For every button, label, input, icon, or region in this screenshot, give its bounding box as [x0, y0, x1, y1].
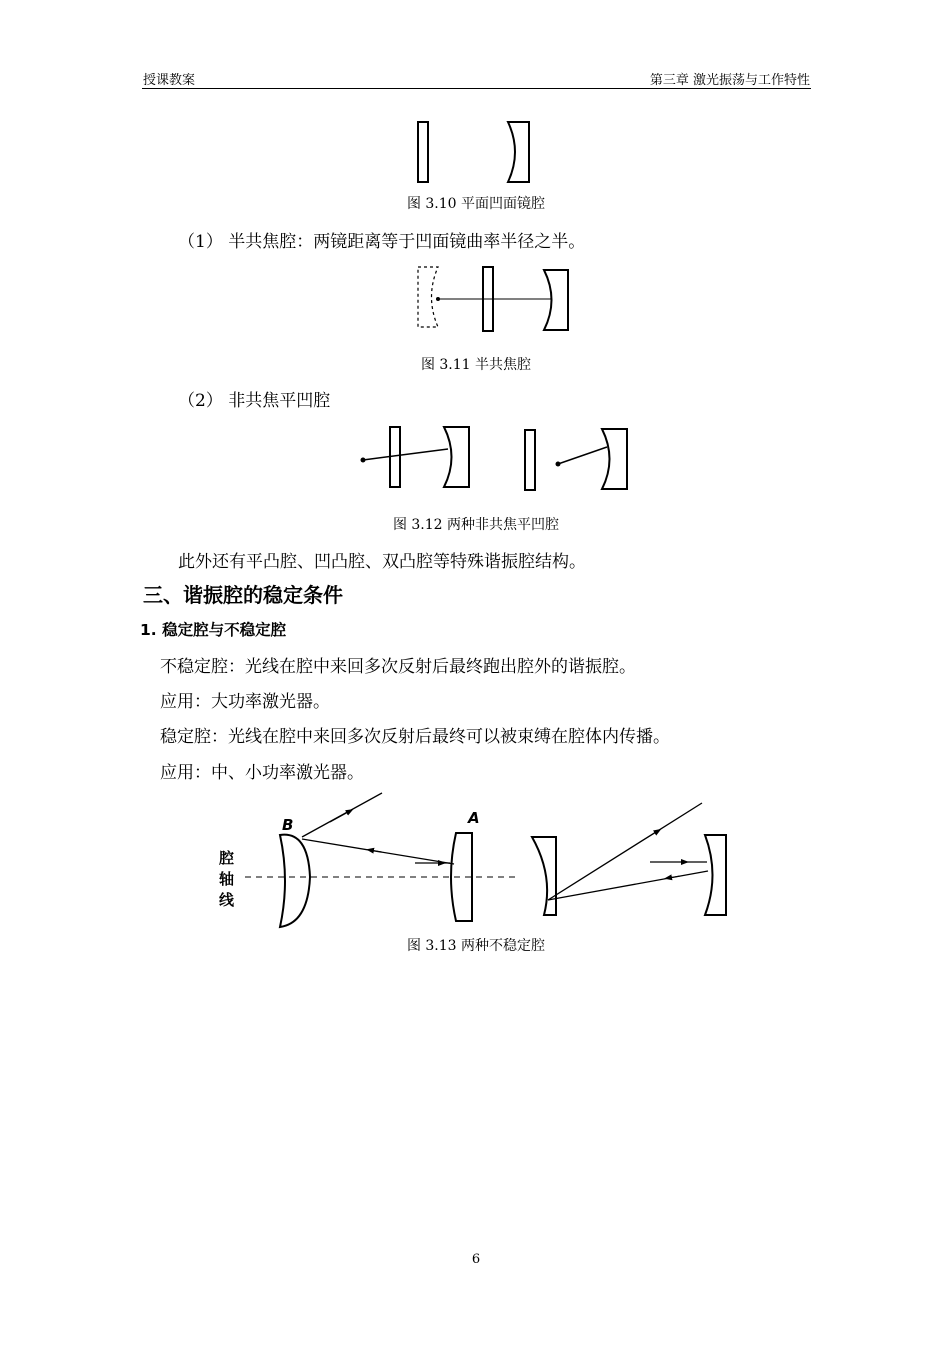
ray-line-right: [558, 447, 607, 464]
convex-mirror-b: [280, 835, 310, 927]
focus-point: [436, 297, 440, 301]
virtual-mirror-dashed: [418, 267, 438, 327]
axis-label-char-3: 线: [219, 891, 235, 909]
plane-mirror: [418, 122, 428, 182]
concave-mirror-left: [444, 427, 469, 487]
section-title: 三、谐振腔的稳定条件: [143, 583, 343, 607]
figure-3-12-two-nonconfocal-cavities: [355, 422, 635, 494]
ray-arrow-escaping-right: [640, 831, 658, 842]
header-left: 授课教案: [143, 73, 196, 88]
ray-point-left: [361, 458, 366, 463]
concave-mirror: [508, 122, 529, 182]
header-rule: [142, 88, 811, 89]
item-2-nonconfocal-plane-concave: （2） 非共焦平凹腔: [178, 391, 331, 411]
figure-3-13-two-unstable-cavities: [210, 785, 740, 930]
subsection-title: 1. 稳定腔与不稳定腔: [140, 621, 287, 639]
paragraph-unstable-definition: 不稳定腔：光线在腔中来回多次反射后最终跑出腔外的谐振腔。: [160, 657, 636, 677]
label-b: B: [282, 816, 294, 834]
ray-arrow-escaping: [330, 811, 350, 822]
ray-line-left: [363, 449, 448, 460]
figure-3-12-caption: 图 3.12 两种非共焦平凹腔: [392, 517, 560, 533]
figure-3-10-caption: 图 3.10 平面凹面镜腔: [406, 196, 546, 212]
axis-label-char-2: 轴: [219, 870, 235, 888]
page-number: 6: [471, 1252, 481, 1267]
concave-mirror: [544, 270, 568, 330]
plane-mirror-right: [525, 430, 535, 490]
concave-mirror-left-right-cavity: [532, 837, 556, 915]
paragraph-stable-definition: 稳定腔：光线在腔中来回多次反射后最终可以被束缚在腔体内传播。: [160, 727, 670, 747]
figure-3-11-half-confocal-cavity: [412, 262, 572, 334]
figure-3-10-plane-concave-cavity: [405, 115, 535, 190]
header-right: 第三章 激光振荡与工作特性: [649, 73, 810, 88]
paragraph-stable-application: 应用：中、小功率激光器。: [160, 763, 364, 783]
concave-mirror-right-cavity: [705, 835, 726, 915]
figure-3-13-caption: 图 3.13 两种不稳定腔: [406, 938, 546, 954]
ray-point-right: [556, 462, 561, 467]
figure-3-11-caption: 图 3.11 半共焦腔: [420, 357, 532, 373]
other-cavities-note: 此外还有平凸腔、凹凸腔、双凸腔等特殊谐振腔结构。: [178, 552, 586, 572]
paragraph-unstable-application: 应用：大功率激光器。: [160, 692, 330, 712]
item-1-half-confocal: （1） 半共焦腔：两镜距离等于凹面镜曲率半径之半。: [178, 232, 586, 252]
label-a: A: [468, 809, 480, 827]
axis-label-char-1: 腔: [219, 849, 235, 867]
concave-mirror-right: [602, 429, 627, 489]
